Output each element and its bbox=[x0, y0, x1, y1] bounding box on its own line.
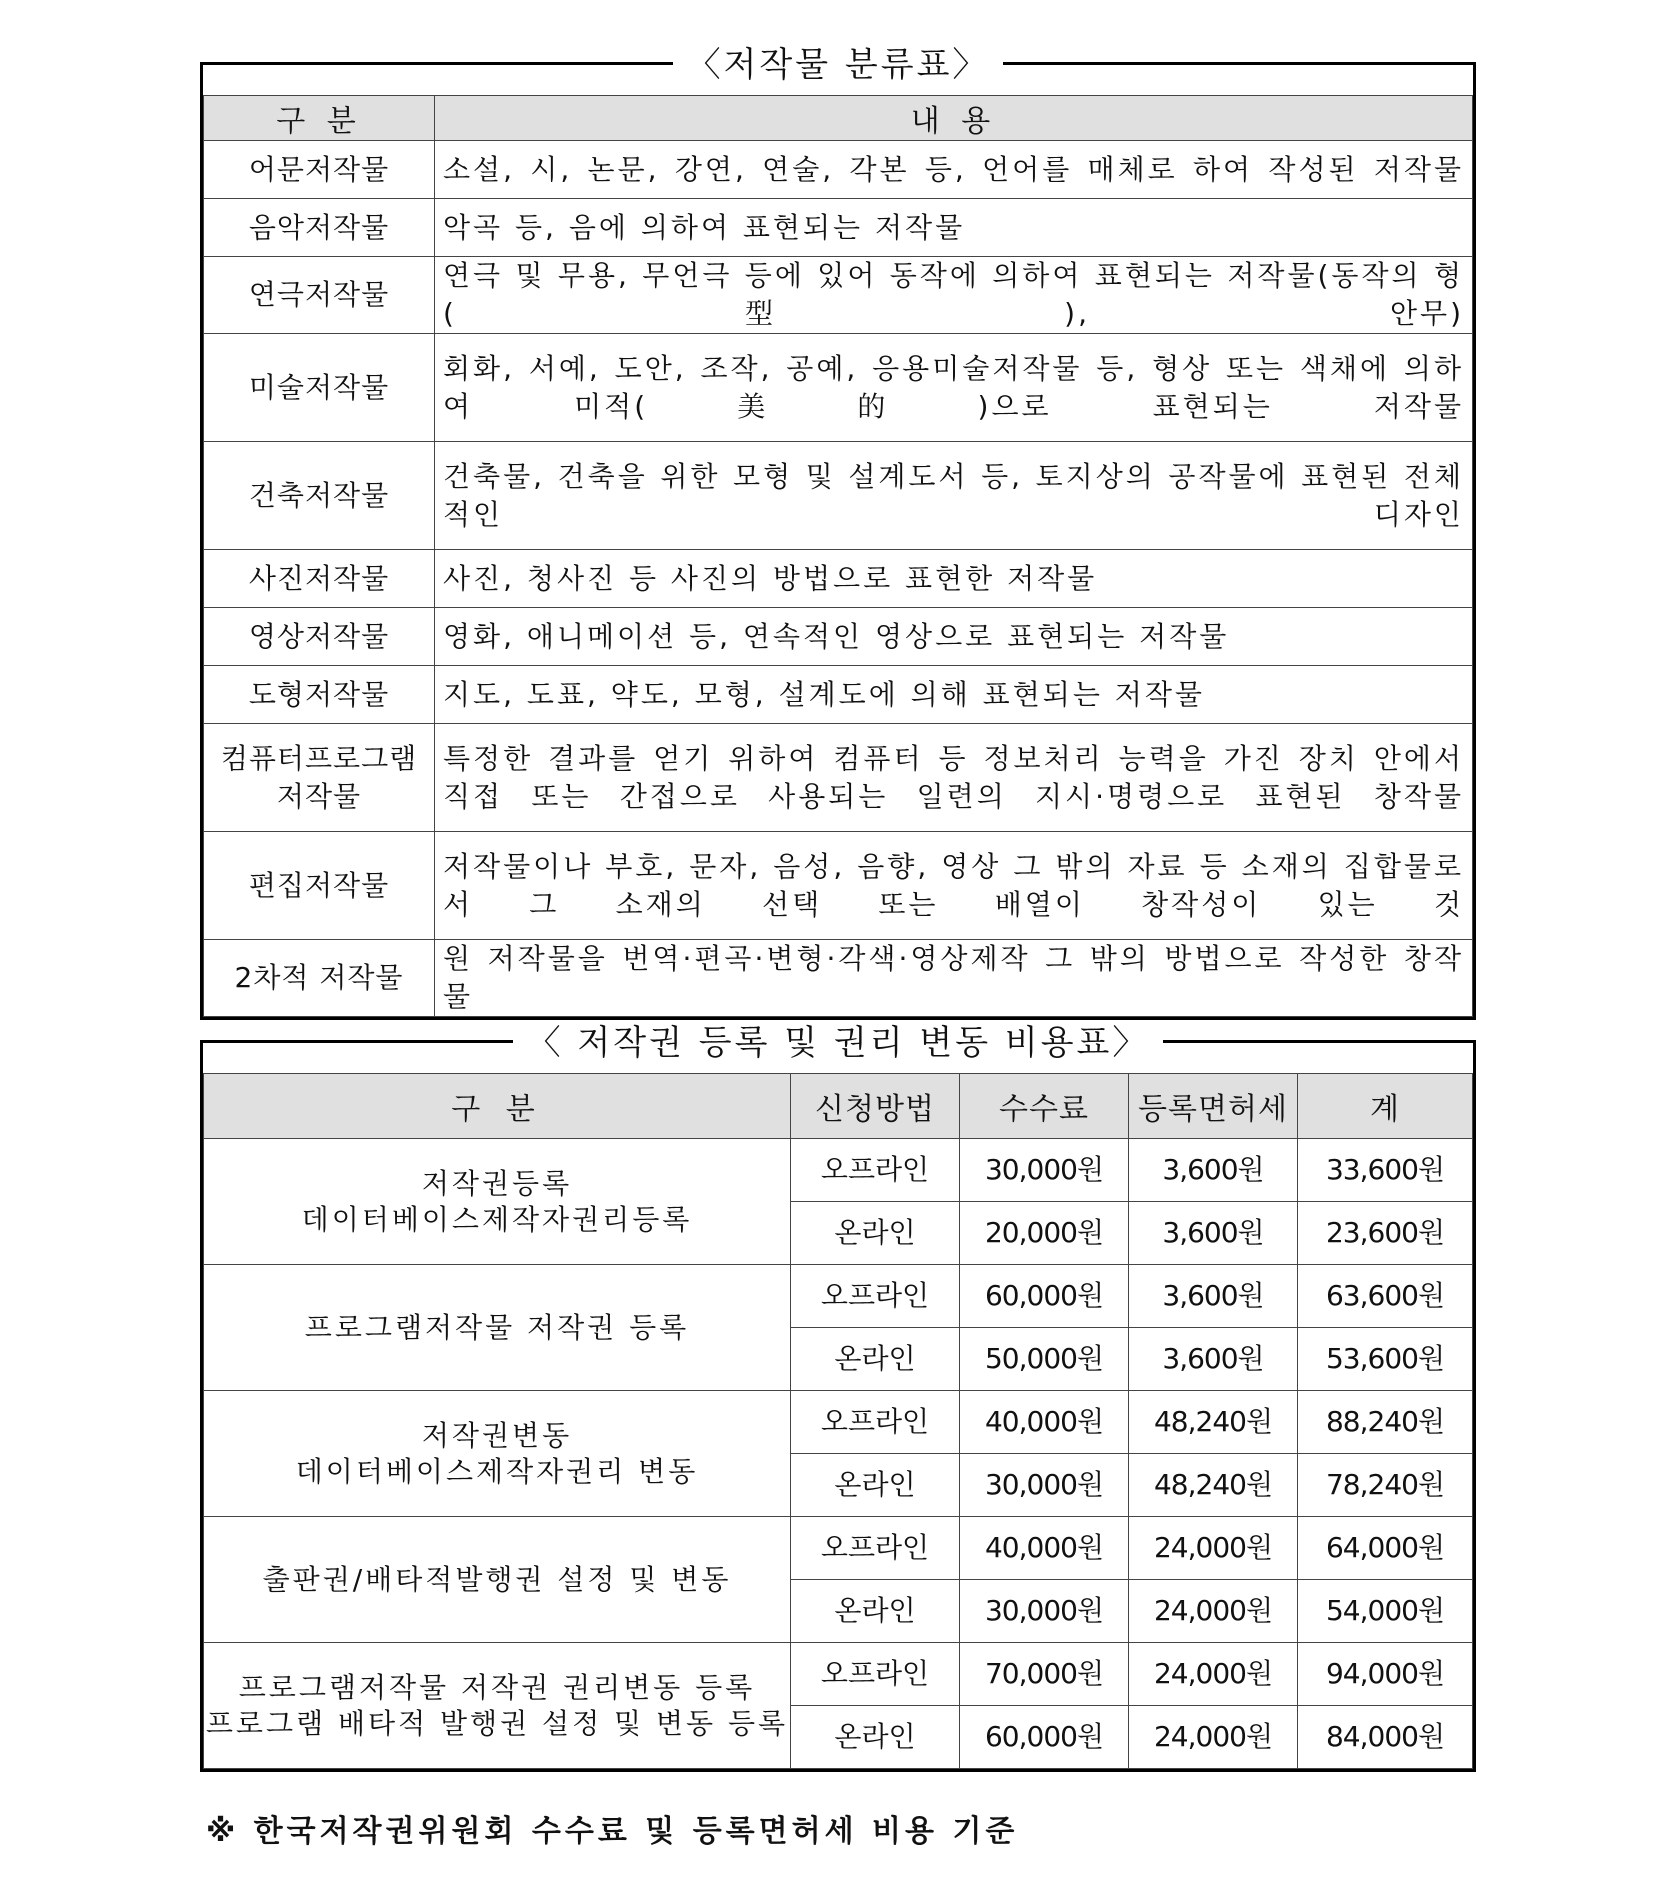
fee-category-line: 저작권등록 bbox=[421, 1166, 573, 1200]
method-cell: 온라인 bbox=[791, 1454, 960, 1517]
fee-cell: 50,000원 bbox=[960, 1328, 1129, 1391]
category-cell: 도형저작물 bbox=[204, 666, 435, 724]
total-cell: 23,600원 bbox=[1298, 1202, 1473, 1265]
classification-row bbox=[204, 141, 1473, 199]
header-category: 구 분 bbox=[204, 1074, 791, 1139]
category-cell: 연극저작물 bbox=[204, 257, 435, 334]
fee-row bbox=[204, 1517, 1473, 1580]
fee-category-cell bbox=[204, 1643, 791, 1769]
classification-row bbox=[204, 550, 1473, 608]
fee-row bbox=[204, 1391, 1473, 1454]
fee-cell: 30,000원 bbox=[960, 1454, 1129, 1517]
fee-category-cell bbox=[204, 1391, 791, 1517]
classification-table bbox=[203, 65, 1473, 1017]
classification-row bbox=[204, 257, 1473, 334]
category-cell: 어문저작물 bbox=[204, 141, 435, 199]
fee-category-line: 출판권/배타적발행권 설정 및 변동 bbox=[262, 1562, 732, 1596]
description-cell: 사진, 청사진 등 사진의 방법으로 표현한 저작물 bbox=[435, 550, 1473, 608]
header-content: 내 용 bbox=[435, 96, 1473, 141]
description-cell: 지도, 도표, 약도, 모형, 설계도에 의해 표현되는 저작물 bbox=[435, 666, 1473, 724]
fee-table-caption: 〈 저작권 등록 및 권리 변동 비용표〉 bbox=[513, 1021, 1164, 1065]
fee-table-frame bbox=[200, 1023, 1476, 1772]
fee-cell: 30,000원 bbox=[960, 1580, 1129, 1643]
category-cell: 미술저작물 bbox=[204, 334, 435, 442]
description-cell: 원 저작물을 번역·편곡·변형·각색·영상제작 그 밖의 방법으로 작성한 창작물 bbox=[435, 940, 1473, 1017]
fee-category-line: 데이터베이스제작자권리등록 bbox=[301, 1202, 693, 1236]
classification-table-frame bbox=[200, 45, 1476, 1020]
fee-table bbox=[203, 1043, 1473, 1769]
category-cell: 컴퓨터프로그램 저작물 bbox=[204, 724, 435, 832]
fee-category-line: 데이터베이스제작자권리 변동 bbox=[295, 1454, 699, 1488]
fee-table-caption-wrap bbox=[203, 1021, 1473, 1065]
method-cell: 오프라인 bbox=[791, 1139, 960, 1202]
method-cell: 오프라인 bbox=[791, 1643, 960, 1706]
method-cell: 오프라인 bbox=[791, 1265, 960, 1328]
category-cell: 건축저작물 bbox=[204, 442, 435, 550]
fee-row bbox=[204, 1265, 1473, 1328]
fee-category-line: 프로그램저작물 저작권 등록 bbox=[304, 1310, 690, 1344]
fee-row bbox=[204, 1643, 1473, 1706]
header-fee: 수수료 bbox=[960, 1074, 1129, 1139]
description-cell: 특정한 결과를 얻기 위하여 컴퓨터 등 정보처리 능력을 가진 장치 안에서 직접 또는 간접으로 사용되는 일련의 지시·명령으로 표현된 창작물 bbox=[435, 724, 1473, 832]
classification-header-row bbox=[204, 96, 1473, 141]
tax-cell: 24,000원 bbox=[1129, 1643, 1298, 1706]
tax-cell: 3,600원 bbox=[1129, 1202, 1298, 1265]
tax-cell: 24,000원 bbox=[1129, 1580, 1298, 1643]
total-cell: 63,600원 bbox=[1298, 1265, 1473, 1328]
description-cell: 영화, 애니메이션 등, 연속적인 영상으로 표현되는 저작물 bbox=[435, 608, 1473, 666]
tax-cell: 3,600원 bbox=[1129, 1328, 1298, 1391]
method-cell: 온라인 bbox=[791, 1706, 960, 1769]
description-cell: 건축물, 건축을 위한 모형 및 설계도서 등, 토지상의 공작물에 표현된 전체적인 디자인 bbox=[435, 442, 1473, 550]
fee-cell: 20,000원 bbox=[960, 1202, 1129, 1265]
fee-cell: 60,000원 bbox=[960, 1265, 1129, 1328]
fee-category-cell bbox=[204, 1265, 791, 1391]
classification-row bbox=[204, 442, 1473, 550]
method-cell: 온라인 bbox=[791, 1328, 960, 1391]
classification-row bbox=[204, 940, 1473, 1017]
header-category: 구 분 bbox=[204, 96, 435, 141]
fee-category-line: 프로그램 배타적 발행권 설정 및 변동 등록 bbox=[205, 1706, 789, 1740]
method-cell: 온라인 bbox=[791, 1202, 960, 1265]
description-cell: 악곡 등, 음에 의하여 표현되는 저작물 bbox=[435, 199, 1473, 257]
total-cell: 33,600원 bbox=[1298, 1139, 1473, 1202]
total-cell: 94,000원 bbox=[1298, 1643, 1473, 1706]
header-tax: 등록면허세 bbox=[1129, 1074, 1298, 1139]
tax-cell: 48,240원 bbox=[1129, 1454, 1298, 1517]
category-cell: 2차적 저작물 bbox=[204, 940, 435, 1017]
tax-cell: 3,600원 bbox=[1129, 1265, 1298, 1328]
fee-cell: 60,000원 bbox=[960, 1706, 1129, 1769]
method-cell: 오프라인 bbox=[791, 1517, 960, 1580]
total-cell: 53,600원 bbox=[1298, 1328, 1473, 1391]
fee-category-cell bbox=[204, 1517, 791, 1643]
tax-cell: 24,000원 bbox=[1129, 1517, 1298, 1580]
fee-category-line: 프로그램저작물 저작권 권리변동 등록 bbox=[238, 1670, 756, 1704]
classification-table-caption-wrap bbox=[203, 43, 1473, 87]
description-cell: 연극 및 무용, 무언극 등에 있어 동작에 의하여 표현되는 저작물(동작의 형(型), 안무) bbox=[435, 257, 1473, 334]
total-cell: 78,240원 bbox=[1298, 1454, 1473, 1517]
description-cell: 소설, 시, 논문, 강연, 연술, 각본 등, 언어를 매체로 하여 작성된 저작물 bbox=[435, 141, 1473, 199]
tax-cell: 48,240원 bbox=[1129, 1391, 1298, 1454]
total-cell: 64,000원 bbox=[1298, 1517, 1473, 1580]
method-cell: 온라인 bbox=[791, 1580, 960, 1643]
header-total: 계 bbox=[1298, 1074, 1473, 1139]
fee-row bbox=[204, 1139, 1473, 1202]
tax-cell: 3,600원 bbox=[1129, 1139, 1298, 1202]
fee-basis-note: ※ 한국저작권위원회 수수료 및 등록면허세 비용 기준 bbox=[206, 1814, 1019, 1849]
description-cell: 저작물이나 부호, 문자, 음성, 음향, 영상 그 밖의 자료 등 소재의 집합물로서 그 소재의 선택 또는 배열이 창작성이 있는 것 bbox=[435, 832, 1473, 940]
method-cell: 오프라인 bbox=[791, 1391, 960, 1454]
classification-row bbox=[204, 199, 1473, 257]
category-cell: 편집저작물 bbox=[204, 832, 435, 940]
total-cell: 54,000원 bbox=[1298, 1580, 1473, 1643]
fee-category-line: 저작권변동 bbox=[421, 1418, 573, 1452]
category-cell: 사진저작물 bbox=[204, 550, 435, 608]
fee-category-cell bbox=[204, 1139, 791, 1265]
classification-row bbox=[204, 334, 1473, 442]
header-method: 신청방법 bbox=[791, 1074, 960, 1139]
classification-row bbox=[204, 724, 1473, 832]
total-cell: 88,240원 bbox=[1298, 1391, 1473, 1454]
classification-row bbox=[204, 832, 1473, 940]
total-cell: 84,000원 bbox=[1298, 1706, 1473, 1769]
fee-cell: 30,000원 bbox=[960, 1139, 1129, 1202]
fee-cell: 70,000원 bbox=[960, 1643, 1129, 1706]
fee-header-row bbox=[204, 1074, 1473, 1139]
classification-row bbox=[204, 608, 1473, 666]
category-cell: 영상저작물 bbox=[204, 608, 435, 666]
tax-cell: 24,000원 bbox=[1129, 1706, 1298, 1769]
classification-row bbox=[204, 666, 1473, 724]
fee-cell: 40,000원 bbox=[960, 1517, 1129, 1580]
fee-cell: 40,000원 bbox=[960, 1391, 1129, 1454]
description-cell: 회화, 서예, 도안, 조작, 공예, 응용미술저작물 등, 형상 또는 색채에 의하여 미적(美的)으로 표현되는 저작물 bbox=[435, 334, 1473, 442]
classification-table-caption: 〈저작물 분류표〉 bbox=[673, 43, 1004, 87]
category-cell: 음악저작물 bbox=[204, 199, 435, 257]
